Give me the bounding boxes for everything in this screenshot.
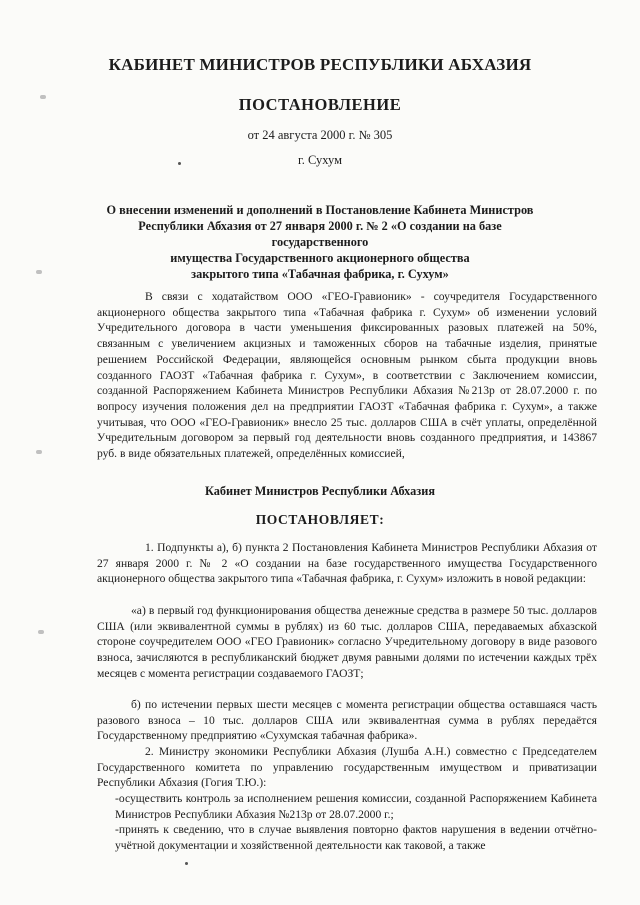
item-1a-text: «а) в первый год функционирования общества денежные средства в размере 50 тыс. долларов США (или эквивалентной суммы в рублях) из 60 тыс. долларов США, передаваемых абхазской стороне соучредителем ООО «ГЕО Гравионик» согласно Учредительному договору в виде разового взноса, зачисляются в республиканский бюджет двумя равными долями по истечении каждых трёх месяцев с момента регистрации создаваемого ГАОЗТ; [97, 604, 597, 680]
decrees-heading: ПОСТАНОВЛЯЕТ: [255, 512, 385, 527]
item-2a [115, 791, 597, 822]
item-1a [97, 603, 597, 682]
document-type: ПОСТАНОВЛЕНИЕ [238, 95, 402, 114]
cabinet-heading: Кабинет Министров Республики Абхазия [204, 484, 435, 498]
date-number-line: от 24 августа 2000 г. № 305 [247, 128, 393, 142]
scan-dot [178, 162, 181, 165]
item-1-text: 1. Подпункты а), б) пункта 2 Постановления Кабинета Министров Республики Абхазия от 27 января 2000 г. № 2 «О создании на базе государственного имущества Государственного акционерного общества закрытого типа «Табачная фабрика, г. Сухум» изложить в новой редакции: [97, 541, 597, 586]
subject-line: имущества Государственного акционерного общества [170, 251, 470, 265]
item-2a-text: -осуществить контроль за исполнением решения комиссии, созданной Распоряжением Кабинета Министров Республики Абхазия №213р от 28.07.2000 г.; [115, 792, 597, 821]
scan-speck [36, 450, 42, 454]
item-1 [97, 540, 597, 587]
subject-line: закрытого типа «Табачная фабрика, г. Сухум» [191, 267, 449, 281]
scan-speck [38, 630, 44, 634]
city-line: г. Сухум [297, 153, 342, 167]
subject-line: Республики Абхазия от 27 января 2000 г. № 2 «О создании на базе государственного [138, 219, 502, 249]
item-1b [97, 697, 597, 744]
item-2b [115, 822, 597, 853]
scan-speck [36, 270, 42, 274]
preamble-paragraph [97, 289, 597, 462]
organization-title: КАБИНЕТ МИНИСТРОВ РЕСПУБЛИКИ АБХАЗИЯ [108, 55, 532, 74]
scan-speck [40, 95, 46, 99]
document-subject [95, 202, 545, 282]
item-2b-text: -принять к сведению, что в случае выявления повторно фактов нарушения в ведении отчётно-учётной документации и хозяйственной деятельности как таковой, а также [115, 823, 597, 852]
item-2 [97, 744, 597, 791]
preamble-text: В связи с ходатайством ООО «ГЕО-Гравионик» - соучредителя Государственного акционерного общества закрытого типа «Табачная фабрика г. Сухум» об изменении условий Учредительного договора в части уменьшения фиксированных разовых платежей на 50%, связанным с увеличением акцизных и таможенных сборов на табачные изделия, принятые решением Российской Федерации, являющейся основным рынком сбыта продукции вновь созданного ГАОЗТ «Табачная фабрика г. Сухум», в соответствии с Заключением комиссии, созданной Распоряжением Кабинета Министров Республики Абхазия №213р от 28.07.2000 г. по вопросу изучения положения дел на предприятии ГАОЗТ «Табачная фабрика г. Сухум», а также учитывая, что ООО «ГЕО-Гравионик» внесло 25 тыс. долларов США в счёт уплаты, определённой Учредительным договором за первый год деятельности вновь созданного предприятия, и 143867 руб. в виде обязательных платежей, определённых комиссией, [97, 290, 597, 461]
scan-dot [185, 862, 188, 865]
item-2-text: 2. Министру экономики Республики Абхазия (Лушба А.Н.) совместно с Председателем Государственного комитета по управлению государственным имуществом и приватизации Республики Абхазия (Гогия Т.Ю.): [97, 745, 597, 790]
subject-line: О внесении изменений и дополнений в Постановление Кабинета Министров [106, 203, 534, 217]
item-1b-text: б) по истечении первых шести месяцев с момента регистрации общества оставшаяся часть разового взноса – 10 тыс. долларов США или эквивалентная сумма в рублях передаётся Государственному предприятию «Сухумская табачная фабрика». [97, 698, 597, 743]
